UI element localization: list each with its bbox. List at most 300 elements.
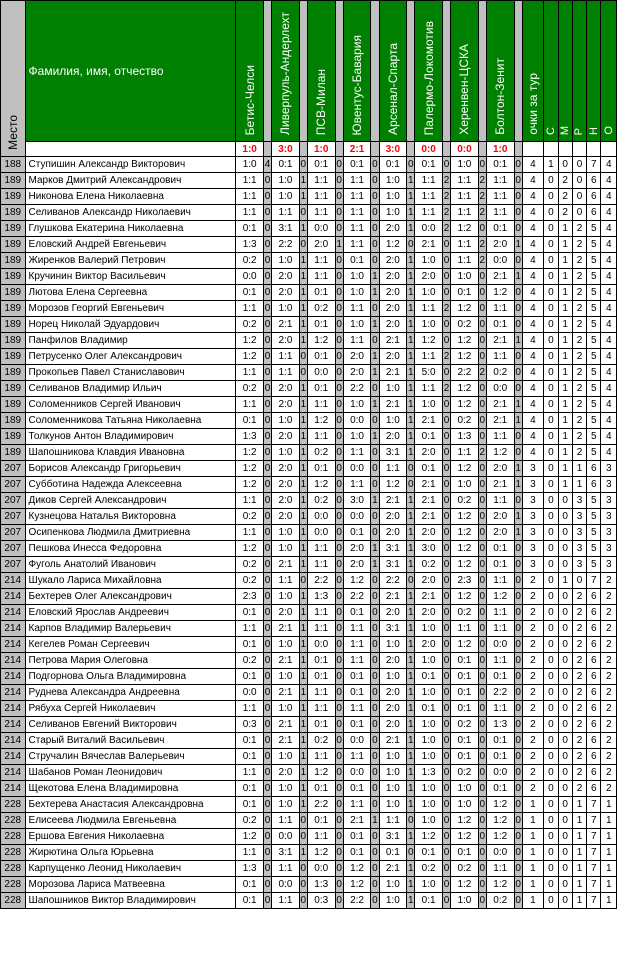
stat-cell: 0: [544, 781, 558, 797]
prediction-points-cell: 0: [335, 669, 343, 685]
prediction-cell: 0:2: [236, 509, 264, 525]
prediction-cell: 2:0: [415, 445, 443, 461]
place-cell: 228: [1, 829, 26, 845]
prediction-cell: 1:0: [415, 877, 443, 893]
table-row: [1, 205, 617, 221]
name-cell: Кузнецова Наталья Викторовна: [25, 509, 236, 525]
round-points-cell: 3: [522, 477, 543, 493]
stat-cell: 7: [587, 573, 601, 589]
prediction-points-cell: 0: [442, 397, 450, 413]
prediction-points-cell: 0: [478, 621, 486, 637]
prediction-points-cell: 0: [263, 397, 271, 413]
prediction-points-cell: 0: [514, 301, 522, 317]
prediction-cell: 1:3: [486, 717, 514, 733]
round-points-cell: 4: [522, 429, 543, 445]
stat-cell: 1: [572, 461, 586, 477]
stat-cell: 0: [558, 717, 572, 733]
name-cell: Шабанов Роман Леонидович: [25, 765, 236, 781]
prediction-points-cell: 2: [478, 205, 486, 221]
table-row: [1, 269, 617, 285]
prediction-cell: 2:3: [451, 573, 479, 589]
stat-cell: 2: [601, 733, 617, 749]
prediction-points-cell: 0: [371, 333, 379, 349]
prediction-cell: 1:0: [451, 157, 479, 173]
prediction-cell: 2:0: [379, 701, 407, 717]
stat-cell: 2: [572, 269, 586, 285]
prediction-points-cell: 0: [371, 861, 379, 877]
prediction-cell: 0:1: [307, 781, 335, 797]
header-row: [1, 1, 617, 142]
prediction-points-cell: 0: [478, 557, 486, 573]
place-cell: 207: [1, 525, 26, 541]
prediction-points-cell: 0: [299, 237, 307, 253]
prediction-cell: 1:2: [451, 221, 479, 237]
prediction-points-cell: 0: [514, 493, 522, 509]
prediction-cell: 1:0: [272, 781, 300, 797]
round-points-cell: 2: [522, 717, 543, 733]
stat-cell: 3: [601, 509, 617, 525]
prediction-points-cell: 2: [442, 205, 450, 221]
prediction-cell: 1:1: [307, 605, 335, 621]
prediction-points-cell: 1: [299, 269, 307, 285]
stat-cell: 0: [558, 765, 572, 781]
stat-cell: 2: [572, 765, 586, 781]
prediction-points-cell: 0: [263, 589, 271, 605]
round-points-cell: 2: [522, 765, 543, 781]
match-result: 3:0: [272, 142, 300, 157]
stat-cell: 2: [572, 429, 586, 445]
prediction-cell: 0:2: [236, 557, 264, 573]
prediction-cell: 1:0: [379, 749, 407, 765]
prediction-points-cell: 0: [371, 573, 379, 589]
prediction-cell: 1:1: [486, 205, 514, 221]
prediction-points-cell: 0: [371, 733, 379, 749]
stat-cell: 0: [544, 477, 558, 493]
prediction-cell: 1:2: [451, 829, 479, 845]
prediction-points-cell: 1: [407, 221, 415, 237]
prediction-cell: 2:0: [379, 685, 407, 701]
prediction-cell: 1:2: [451, 461, 479, 477]
prediction-cell: 1:1: [343, 301, 371, 317]
round-points-cell: 1: [522, 829, 543, 845]
prediction-cell: 1:1: [307, 829, 335, 845]
prediction-points-cell: 1: [407, 717, 415, 733]
stat-cell: 0: [544, 253, 558, 269]
prediction-cell: 0:1: [415, 429, 443, 445]
prediction-cell: 2:1: [272, 653, 300, 669]
stat-cell: 0: [544, 717, 558, 733]
stat-cell: 5: [587, 365, 601, 381]
stat-cell: 5: [587, 413, 601, 429]
prediction-points-cell: 0: [442, 893, 450, 909]
round-points-cell: 2: [522, 701, 543, 717]
prediction-cell: 1:2: [236, 445, 264, 461]
prediction-cell: 1:1: [343, 653, 371, 669]
stat-cell: 1: [558, 397, 572, 413]
prediction-cell: 0:0: [343, 509, 371, 525]
stat-cell: 5: [587, 269, 601, 285]
table-row: [1, 781, 617, 797]
prediction-cell: 0:1: [343, 157, 371, 173]
prediction-cell: 2:1: [379, 861, 407, 877]
prediction-cell: 2:0: [272, 605, 300, 621]
name-cell: Селиванов Владимир Ильич: [25, 381, 236, 397]
prediction-points-cell: 0: [478, 637, 486, 653]
prediction-points-cell: 0: [335, 781, 343, 797]
match-points-header: [478, 1, 486, 142]
place-cell: 189: [1, 445, 26, 461]
prediction-points-cell: 0: [335, 173, 343, 189]
stat-cell: 3: [572, 493, 586, 509]
prediction-cell: 1:0: [236, 157, 264, 173]
prediction-cell: 1:0: [272, 637, 300, 653]
prediction-cell: 1:1: [343, 637, 371, 653]
prediction-points-cell: 0: [514, 589, 522, 605]
stat-cell: 0: [558, 845, 572, 861]
prediction-points-cell: 0: [442, 461, 450, 477]
prediction-points-cell: 0: [371, 829, 379, 845]
prediction-points-cell: 1: [371, 541, 379, 557]
name-cell: Субботина Надежда Алексеевна: [25, 477, 236, 493]
stat-header-m: М: [558, 1, 572, 142]
stat-cell: 0: [544, 573, 558, 589]
prediction-cell: 2:1: [415, 477, 443, 493]
result-gap: [335, 142, 343, 157]
prediction-points-cell: 1: [299, 253, 307, 269]
table-row: [1, 669, 617, 685]
prediction-points-cell: 0: [478, 157, 486, 173]
prediction-cell: 1:1: [236, 701, 264, 717]
round-points-cell: 4: [522, 349, 543, 365]
prediction-cell: 0:1: [486, 557, 514, 573]
prediction-cell: 1:1: [343, 477, 371, 493]
place-cell: 214: [1, 589, 26, 605]
prediction-points-cell: 1: [514, 269, 522, 285]
prediction-points-cell: 2: [442, 189, 450, 205]
stat-cell: 0: [558, 525, 572, 541]
prediction-points-cell: 0: [442, 557, 450, 573]
match-points-header: [335, 1, 343, 142]
prediction-points-cell: 0: [371, 765, 379, 781]
prediction-cell: 1:2: [236, 461, 264, 477]
prediction-cell: 1:1: [451, 621, 479, 637]
prediction-points-cell: 0: [335, 573, 343, 589]
prediction-cell: 1:1: [272, 205, 300, 221]
prediction-cell: 0:1: [486, 157, 514, 173]
stat-cell: 7: [587, 157, 601, 173]
prediction-cell: 2:1: [272, 717, 300, 733]
prediction-points-cell: 1: [407, 589, 415, 605]
place-cell: 228: [1, 893, 26, 909]
prediction-cell: 2:1: [272, 557, 300, 573]
prediction-points-cell: 1: [371, 493, 379, 509]
prediction-cell: 1:0: [451, 781, 479, 797]
prediction-points-cell: 0: [478, 861, 486, 877]
prediction-cell: 0:1: [415, 701, 443, 717]
stat-cell: 6: [587, 653, 601, 669]
table-row: [1, 189, 617, 205]
name-cell: Соломенников Сергей Иванович: [25, 397, 236, 413]
stat-cell: 1: [572, 845, 586, 861]
stat-cell: 2: [601, 765, 617, 781]
prediction-points-cell: 1: [407, 445, 415, 461]
prediction-cell: 0:1: [236, 285, 264, 301]
prediction-points-cell: 0: [335, 269, 343, 285]
prediction-cell: 0:1: [343, 685, 371, 701]
stat-cell: 4: [601, 381, 617, 397]
result-gap: [587, 142, 601, 157]
prediction-points-cell: 0: [263, 285, 271, 301]
prediction-points-cell: 1: [371, 557, 379, 573]
prediction-points-cell: 0: [478, 781, 486, 797]
prediction-points-cell: 0: [335, 157, 343, 173]
round-points-cell: 2: [522, 589, 543, 605]
place-cell: 188: [1, 157, 26, 173]
name-cell: Карпущенко Леонид Николаевич: [25, 861, 236, 877]
round-points-cell: 2: [522, 669, 543, 685]
table-row: [1, 493, 617, 509]
prediction-points-cell: 0: [335, 845, 343, 861]
table-row: [1, 285, 617, 301]
prediction-cell: 1:2: [236, 541, 264, 557]
prediction-cell: 1:2: [486, 797, 514, 813]
stat-cell: 0: [544, 797, 558, 813]
prediction-points-cell: 0: [442, 429, 450, 445]
prediction-points-cell: 0: [442, 653, 450, 669]
prediction-cell: 0:1: [236, 797, 264, 813]
prediction-points-cell: 1: [407, 301, 415, 317]
prediction-points-cell: 0: [335, 301, 343, 317]
prediction-cell: 0:1: [451, 669, 479, 685]
stat-cell: 3: [572, 557, 586, 573]
stat-cell: 2: [572, 253, 586, 269]
prediction-cell: 1:0: [451, 893, 479, 909]
results-row: [1, 142, 617, 157]
prediction-points-cell: 0: [514, 605, 522, 621]
prediction-cell: 0:1: [307, 813, 335, 829]
table-row: [1, 573, 617, 589]
prediction-points-cell: 1: [407, 861, 415, 877]
stat-cell: 4: [601, 173, 617, 189]
prediction-points-cell: 0: [299, 861, 307, 877]
prediction-points-cell: 1: [299, 669, 307, 685]
table-row: [1, 381, 617, 397]
prediction-points-cell: 0: [514, 189, 522, 205]
place-cell: 228: [1, 877, 26, 893]
prediction-points-cell: 0: [263, 765, 271, 781]
prediction-points-cell: 1: [299, 589, 307, 605]
prediction-points-cell: 0: [371, 893, 379, 909]
stat-cell: 3: [601, 477, 617, 493]
prediction-cell: 2:0: [379, 285, 407, 301]
prediction-cell: 2:0: [486, 525, 514, 541]
prediction-cell: 2:0: [272, 285, 300, 301]
prediction-points-cell: 1: [299, 749, 307, 765]
stat-cell: 0: [544, 749, 558, 765]
stat-cell: 6: [587, 733, 601, 749]
prediction-points-cell: 0: [335, 765, 343, 781]
round-points-cell: 3: [522, 461, 543, 477]
name-cell: Соломенникова Татьяна Николаевна: [25, 413, 236, 429]
stat-cell: 4: [601, 445, 617, 461]
round-points-cell: 4: [522, 413, 543, 429]
prediction-points-cell: 1: [299, 301, 307, 317]
prediction-points-cell: 1: [407, 557, 415, 573]
prediction-cell: 1:1: [236, 397, 264, 413]
stat-cell: 0: [544, 621, 558, 637]
prediction-cell: 1:0: [272, 749, 300, 765]
prediction-points-cell: 2: [478, 237, 486, 253]
stat-cell: 0: [544, 861, 558, 877]
place-cell: 214: [1, 605, 26, 621]
prediction-cell: 1:1: [307, 541, 335, 557]
prediction-cell: 2:1: [415, 237, 443, 253]
prediction-cell: 1:1: [236, 845, 264, 861]
table-row: [1, 173, 617, 189]
stat-cell: 7: [587, 813, 601, 829]
round-points-cell: 2: [522, 653, 543, 669]
result-gap: [572, 142, 586, 157]
table-row: [1, 861, 617, 877]
place-cell: 214: [1, 685, 26, 701]
stat-cell: 2: [558, 205, 572, 221]
stat-cell: 0: [544, 845, 558, 861]
stat-cell: 0: [558, 829, 572, 845]
stat-cell: 0: [544, 509, 558, 525]
prediction-points-cell: 0: [335, 717, 343, 733]
prediction-points-cell: 0: [442, 717, 450, 733]
prediction-points-cell: 0: [371, 173, 379, 189]
prediction-points-cell: 1: [299, 701, 307, 717]
stat-cell: 2: [572, 333, 586, 349]
stat-cell: 0: [558, 637, 572, 653]
stat-cell: 1: [572, 877, 586, 893]
prediction-cell: 0:1: [415, 157, 443, 173]
stat-cell: 2: [601, 669, 617, 685]
prediction-cell: 0:2: [236, 317, 264, 333]
stat-cell: 1: [558, 221, 572, 237]
prediction-points-cell: 1: [407, 509, 415, 525]
stat-cell: 1: [601, 877, 617, 893]
prediction-cell: 1:1: [486, 653, 514, 669]
place-cell: 189: [1, 205, 26, 221]
table-row: [1, 157, 617, 173]
prediction-cell: 1:0: [343, 269, 371, 285]
place-cell: 214: [1, 669, 26, 685]
prediction-cell: 0:0: [343, 461, 371, 477]
prediction-points-cell: 0: [442, 317, 450, 333]
prediction-points-cell: 0: [371, 701, 379, 717]
prediction-points-cell: 1: [407, 749, 415, 765]
prediction-points-cell: 1: [407, 285, 415, 301]
stat-cell: 1: [558, 285, 572, 301]
prediction-points-cell: 0: [514, 205, 522, 221]
prediction-points-cell: 0: [478, 509, 486, 525]
prediction-points-cell: 0: [478, 701, 486, 717]
prediction-cell: 1:1: [307, 205, 335, 221]
name-cell: Селиванов Евгений Викторович: [25, 717, 236, 733]
prediction-cell: 3:1: [379, 557, 407, 573]
prediction-cell: 3:1: [272, 845, 300, 861]
table-row: [1, 797, 617, 813]
prediction-cell: 1:1: [307, 253, 335, 269]
prediction-points-cell: 0: [407, 813, 415, 829]
prediction-cell: 1:2: [307, 413, 335, 429]
prediction-points-cell: 0: [263, 253, 271, 269]
prediction-cell: 2:0: [272, 397, 300, 413]
prediction-points-cell: 0: [263, 669, 271, 685]
stat-cell: 0: [544, 333, 558, 349]
prediction-points-cell: 0: [478, 685, 486, 701]
prediction-points-cell: 0: [263, 429, 271, 445]
name-cell: Морозов Георгий Евгеньевич: [25, 301, 236, 317]
stat-cell: 1: [558, 253, 572, 269]
stat-cell: 0: [544, 685, 558, 701]
prediction-points-cell: 1: [514, 509, 522, 525]
stat-cell: 6: [587, 717, 601, 733]
prediction-points-cell: 0: [478, 733, 486, 749]
prediction-points-cell: 1: [299, 461, 307, 477]
prediction-cell: 1:0: [343, 317, 371, 333]
prediction-cell: 0:1: [451, 685, 479, 701]
stat-cell: 5: [587, 429, 601, 445]
prediction-points-cell: 1: [407, 797, 415, 813]
prediction-cell: 2:1: [379, 589, 407, 605]
round-points-cell: 3: [522, 493, 543, 509]
prediction-cell: 2:0: [415, 573, 443, 589]
prediction-cell: 2:0: [379, 525, 407, 541]
prediction-points-cell: 0: [299, 829, 307, 845]
stat-cell: 0: [558, 605, 572, 621]
prediction-points-cell: 1: [407, 269, 415, 285]
stat-cell: 7: [587, 861, 601, 877]
name-cell: Борисов Александр Григорьевич: [25, 461, 236, 477]
prediction-points-cell: 0: [478, 669, 486, 685]
prediction-cell: 1:0: [272, 541, 300, 557]
prediction-cell: 2:1: [415, 413, 443, 429]
prediction-points-cell: 1: [407, 525, 415, 541]
prediction-cell: 2:0: [272, 269, 300, 285]
name-cell: Толкунов Антон Владимирович: [25, 429, 236, 445]
prediction-points-cell: 0: [514, 877, 522, 893]
prediction-cell: 1:0: [272, 701, 300, 717]
prediction-points-cell: 1: [299, 333, 307, 349]
prediction-cell: 1:3: [236, 237, 264, 253]
name-cell: Норец Николай Эдуардович: [25, 317, 236, 333]
stat-cell: 0: [558, 669, 572, 685]
prediction-points-cell: 0: [371, 461, 379, 477]
stat-cell: 0: [558, 157, 572, 173]
name-cell: Глушкова Екатерина Николаевна: [25, 221, 236, 237]
prediction-points-cell: 0: [335, 445, 343, 461]
prediction-cell: 2:0: [379, 317, 407, 333]
prediction-points-cell: 0: [442, 253, 450, 269]
prediction-cell: 1:1: [343, 205, 371, 221]
prediction-cell: 0:1: [486, 541, 514, 557]
prediction-points-cell: 0: [263, 509, 271, 525]
prediction-cell: 1:2: [451, 637, 479, 653]
prediction-points-cell: 1: [299, 605, 307, 621]
prediction-points-cell: 0: [335, 525, 343, 541]
stat-cell: 0: [544, 413, 558, 429]
table-row: [1, 525, 617, 541]
prediction-cell: 2:0: [415, 269, 443, 285]
prediction-cell: 1:0: [272, 797, 300, 813]
prediction-points-cell: 0: [371, 381, 379, 397]
prediction-cell: 2:1: [343, 813, 371, 829]
prediction-cell: 1:1: [307, 701, 335, 717]
round-points-cell: 1: [522, 861, 543, 877]
